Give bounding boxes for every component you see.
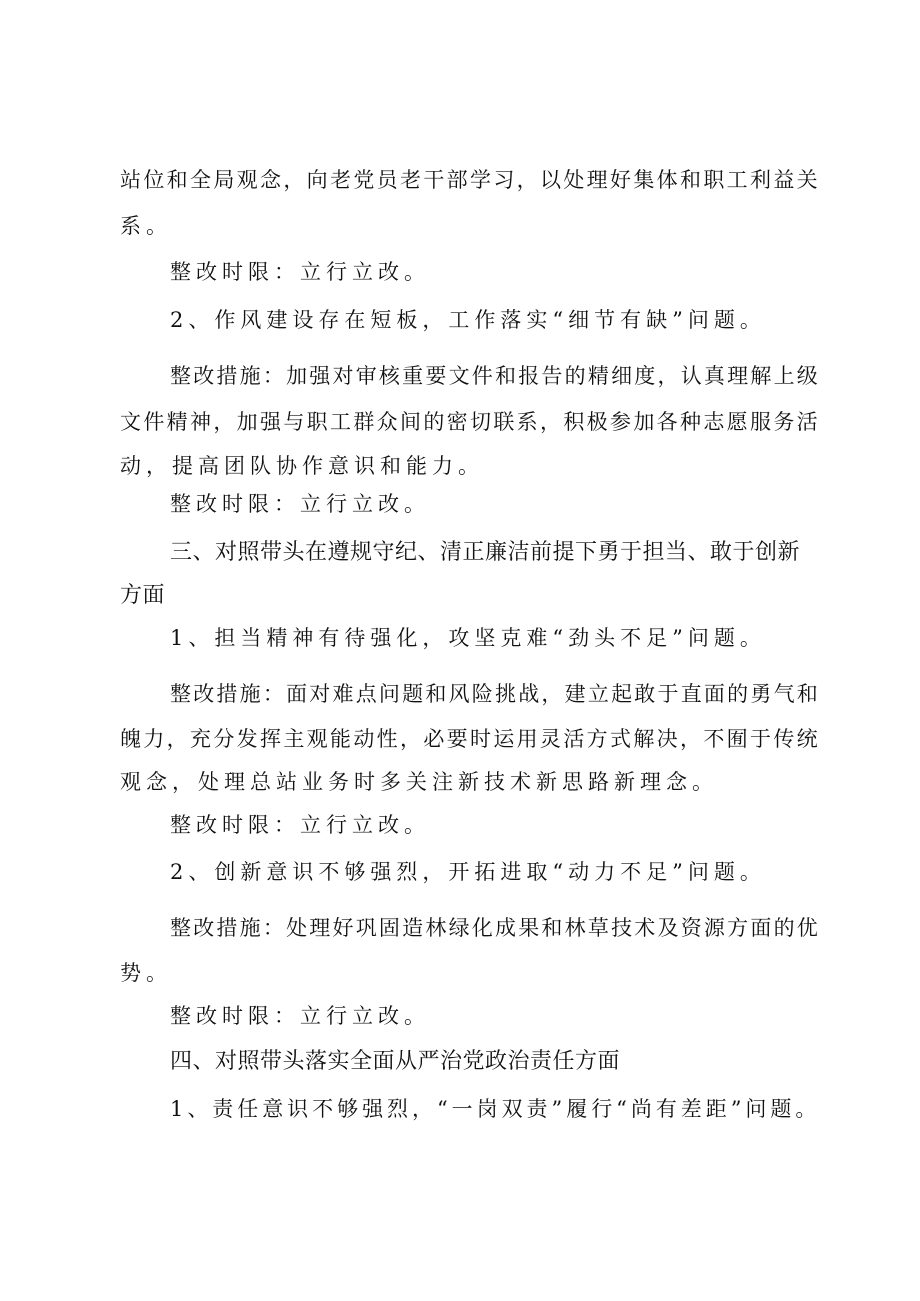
- deadline-line: 整改时限：立行立改。: [170, 260, 430, 284]
- paragraph-line: 文件精神，加强与职工群众间的密切联系，积极参加各种志愿服务活: [120, 410, 820, 434]
- section-heading: 四、对照带头落实全面从严治党政治责任方面: [170, 1049, 621, 1074]
- measure-line: 整改措施：面对难点问题和风险挑战，建立起敢于直面的勇气和: [170, 682, 820, 706]
- section-heading-continued: 方面: [120, 583, 166, 608]
- issue-line: 1、担当精神有待强化，攻坚克难“劲头不足”问题。: [170, 626, 766, 650]
- issue-line: 2、创新意识不够强烈，开拓进取“动力不足”问题。: [170, 860, 766, 884]
- paragraph-line: 系。: [120, 214, 172, 238]
- deadline-line: 整改时限：立行立改。: [170, 813, 430, 837]
- paragraph-line: 动，提高团队协作意识和能力。: [120, 454, 484, 478]
- paragraph-line: 魄力，充分发挥主观能动性，必要时运用灵活方式解决，不囿于传统: [120, 727, 820, 751]
- deadline-line: 整改时限：立行立改。: [170, 1004, 430, 1028]
- issue-line: 1、责任意识不够强烈，“一岗双责”履行“尚有差距”问题。: [170, 1097, 821, 1121]
- measure-line: 整改措施：处理好巩固造林绿化成果和林草技术及资源方面的优: [170, 916, 820, 940]
- paragraph-line: 观念，处理总站业务时多关注新技术新思路新理念。: [120, 770, 718, 794]
- issue-line: 2、作风建设存在短板，工作落实“细节有缺”问题。: [170, 308, 766, 332]
- measure-line: 整改措施：加强对审核重要文件和报告的精细度，认真理解上级: [170, 364, 820, 388]
- paragraph-line: 站位和全局观念，向老党员老干部学习，以处理好集体和职工利益关: [120, 168, 820, 192]
- section-heading: 三、对照带头在遵规守纪、清正廉洁前提下勇于担当、敢于创新: [170, 540, 801, 565]
- deadline-line: 整改时限：立行立改。: [170, 492, 430, 516]
- paragraph-line: 势。: [120, 961, 172, 985]
